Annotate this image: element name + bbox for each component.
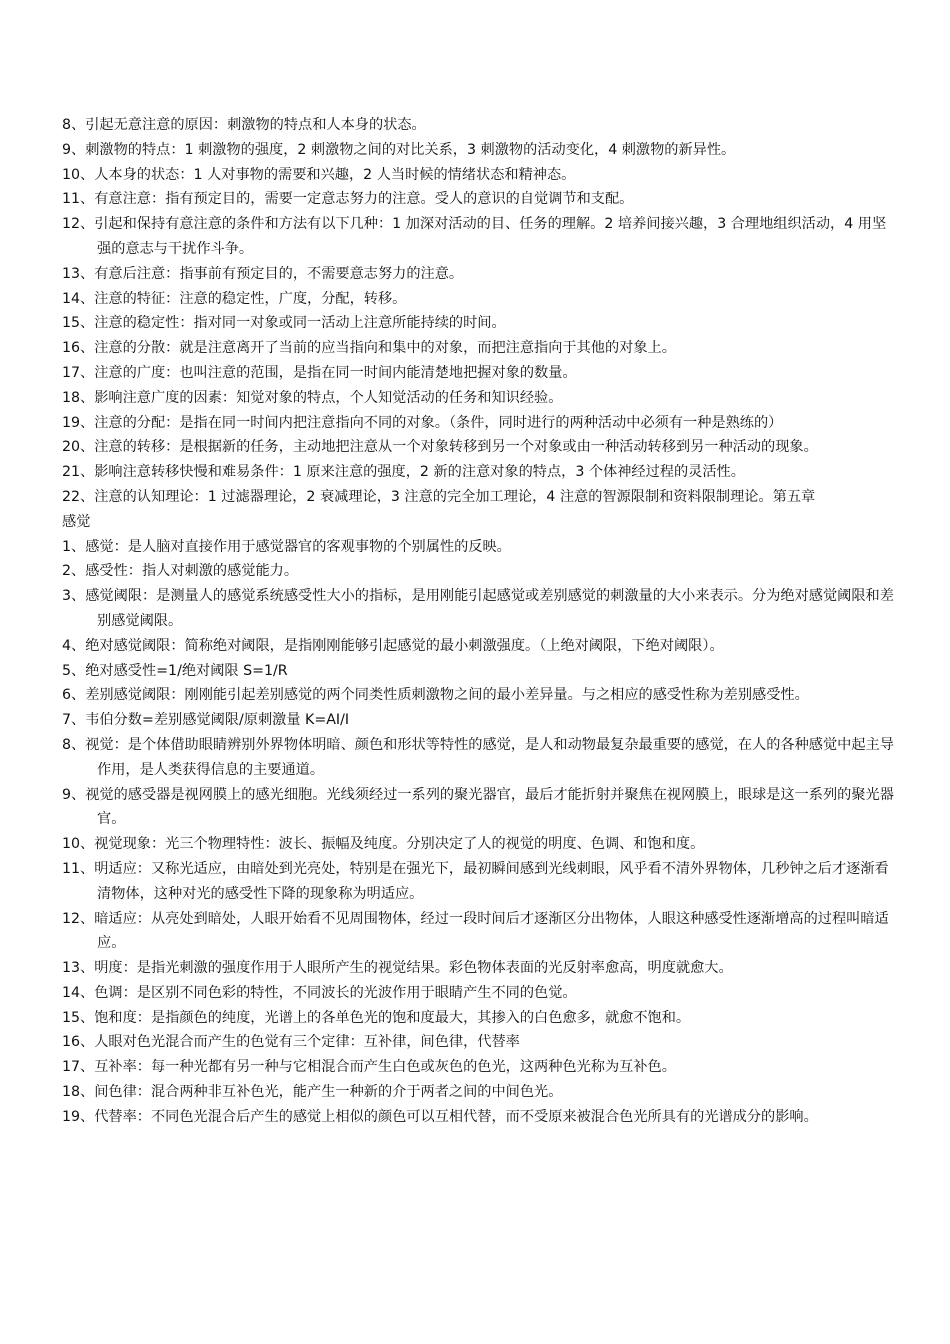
- list-item: 17、注意的广度：也叫注意的范围，是指在同一时间内能清楚地把握对象的数量。: [62, 364, 577, 381]
- list-item: 6、差别感觉阈限：刚刚能引起差别感觉的两个同类性质刺激物之间的最小差异量。与之相应的感受性称为差别感受性。: [62, 687, 809, 704]
- list-item: 15、饱和度：是指颜色的纯度，光谱上的各单色光的饱和度最大，其掺入的白色愈多，就愈不饱和。: [62, 1009, 691, 1026]
- list-item: 16、人眼对色光混合而产生的色觉有三个定律：互补律，间色律，代替率: [62, 1034, 520, 1051]
- list-item: 4、绝对感觉阈限：简称绝对阈限，是指刚刚能够引起感觉的最小刺激强度。（上绝对阈限，下绝对阈限）。: [62, 637, 724, 654]
- document-body: [62, 113, 898, 1130]
- list-item: 20、注意的转移：是根据新的任务，主动地把注意从一个对象转移到另一个对象或由一种活动转移到另一种活动的现象。: [62, 439, 818, 456]
- list-item: 11、明适应：又称光适应，由暗处到光亮处，特别是在强光下，最初瞬间感到光线刺眼，风乎看不清外界物体，几秒钟之后才逐渐看清物体，这种对光的感受性下降的现象称为明适应。: [62, 860, 889, 902]
- list-item: 12、引起和保持有意注意的条件和方法有以下几种：1 加深对活动的目、任务的理解。2 培养间接兴趣，3 合理地组织活动，4 用坚强的意志与干扰作斗争。: [62, 216, 887, 257]
- list-item: 13、有意后注意：指事前有预定目的，不需要意志努力的注意。: [62, 265, 464, 282]
- chapter-heading: 感觉: [62, 513, 91, 530]
- list-item: 1、感觉：是人脑对直接作用于感觉器官的客观事物的个别属性的反映。: [62, 538, 511, 555]
- list-item: 11、有意注意：指有预定目的，需要一定意志努力的注意。受人的意识的自觉调节和支配。: [62, 191, 634, 208]
- list-item: 18、间色律：混合两种非互补色光，能产生一种新的介于两者之间的中间色光。: [62, 1084, 563, 1101]
- list-item: 8、视觉：是个体借助眼睛辨别外界物体明暗、颜色和形状等特性的感觉，是人和动物最复杂最重要的感觉，在人的各种感觉中起主导作用，是人类获得信息的主要通道。: [62, 736, 894, 778]
- list-item: 7、韦伯分数=差别感觉阈限/原刺激量 K=AI/I: [62, 712, 350, 729]
- list-item: 10、视觉现象：光三个物理特性：波长、振幅及纯度。分别决定了人的视觉的明度、色调、和饱和度。: [62, 836, 705, 853]
- list-item: 21、影响注意转移快慢和难易条件：1 原来注意的强度，2 新的注意对象的特点，3 个体神经过程的灵活性。: [62, 464, 745, 481]
- list-item: 18、影响注意广度的因素：知觉对象的特点，个人知觉活动的任务和知识经验。: [62, 389, 563, 406]
- list-item: 15、注意的稳定性：指对同一对象或同一活动上注意所能持续的时间。: [62, 315, 506, 332]
- list-item: 14、色调：是区别不同色彩的特性，不同波长的光波作用于眼睛产生不同的色觉。: [62, 984, 577, 1001]
- list-item: 16、注意的分散：就是注意离开了当前的应当指向和集中的对象，而把注意指向于其他的对象上。: [62, 340, 676, 357]
- list-item: 17、互补率：每一种光都有另一种与它相混合而产生白色或灰色的色光，这两种色光称为互补色。: [62, 1059, 676, 1076]
- list-item: 19、注意的分配：是指在同一时间内把注意指向不同的对象。（条件，同时进行的两种活动中必须有一种是熟练的）: [62, 414, 783, 431]
- list-item: 9、视觉的感受器是视网膜上的感光细胞。光线须经过一系列的聚光器官，最后才能折射并聚焦在视网膜上，眼球是这一系列的聚光器官。: [62, 786, 894, 828]
- list-item: 19、代替率：不同色光混合后产生的感觉上相似的颜色可以互相代替，而不受原来被混合色光所具有的光谱成分的影响。: [62, 1108, 818, 1125]
- list-item: 9、刺激物的特点：1 刺激物的强度，2 刺激物之间的对比关系，3 刺激物的活动变化，4 刺激物的新异性。: [62, 141, 736, 158]
- list-item: 10、人本身的状态：1 人对事物的需要和兴趣，2 人当时候的情绪状态和精神态。: [62, 166, 576, 183]
- list-item: 5、绝对感受性=1/绝对阈限 S=1/R: [62, 662, 288, 679]
- list-item: 2、感受性：指人对刺激的感觉能力。: [62, 563, 299, 580]
- list-item: 22、注意的认知理论：1 过滤器理论，2 衰减理论，3 注意的完全加工理论，4 注意的智源限制和资料限制理论。第五章: [62, 488, 816, 505]
- list-item: 12、暗适应：从亮处到暗处，人眼开始看不见周围物体，经过一段时间后才逐渐区分出物体，人眼这种感受性逐渐增高的过程叫暗适应。: [62, 910, 889, 952]
- list-item: 8、引起无意注意的原因：刺激物的特点和人本身的状态。: [62, 117, 426, 133]
- list-item: 14、注意的特征：注意的稳定性，广度，分配，转移。: [62, 290, 407, 307]
- list-item: 13、明度：是指光刺激的强度作用于人眼所产生的视觉结果。彩色物体表面的光反射率愈高，明度就愈大。: [62, 960, 733, 977]
- list-item: 3、感觉阈限：是测量人的感觉系统感受性大小的指标，是用刚能引起感觉或差别感觉的刺激量的大小来表示。分为绝对感觉阈限和差别感觉阈限。: [62, 588, 894, 629]
